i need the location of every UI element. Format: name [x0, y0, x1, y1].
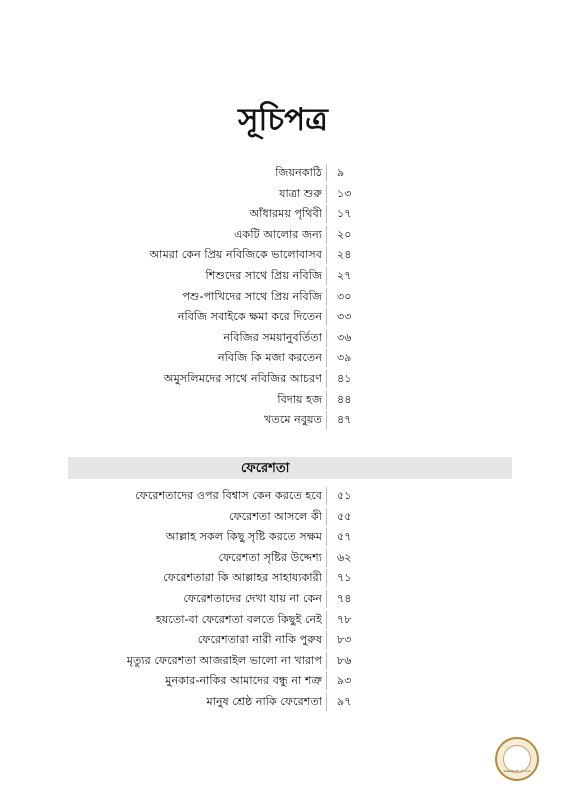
toc-entry	[0, 609, 566, 630]
toc-entry-title: আমরা কেন প্রিয় নবিজিকে ভালোবাসব	[149, 248, 322, 262]
toc-entry-title: আল্লাহ সকল কিছু সৃষ্টি করতে সক্ষম	[165, 530, 322, 544]
toc-entry	[0, 306, 566, 327]
toc-entry-title: অমুসলিমদের সাথে নবিজির আচরণ	[163, 372, 322, 385]
toc-entry-title: ফেরেশতাদের দেখা যায় না কেন	[183, 592, 322, 605]
toc-entry-page: ২৪	[337, 248, 352, 262]
toc-entry-title: খতমে নবুয়ত	[264, 413, 322, 427]
toc-entry	[0, 286, 566, 307]
toc-separator	[326, 528, 327, 546]
toc-entry-title: শিশুদের সাথে প্রিয় নবিজি	[205, 269, 322, 282]
toc-separator	[326, 590, 327, 608]
toc-entry-title: নবিজি কি মজা করতেন	[217, 351, 322, 365]
toc-entry-page: ৪১	[337, 372, 352, 385]
toc-entry-title: ফেরেশতা সৃষ্টির উদ্দেশ্য	[218, 550, 322, 564]
toc-entry	[0, 224, 566, 245]
toc-entry	[0, 526, 566, 547]
toc-entry	[0, 588, 566, 609]
toc-entry	[0, 389, 566, 410]
toc-separator	[326, 487, 327, 505]
toc-entry-title: নবিজি সবাইকে ক্ষমা করে দিতেন	[177, 310, 322, 324]
toc-entry-page: ৯৩	[337, 674, 352, 688]
toc-separator	[326, 164, 327, 182]
toc-entry-page: ৫৫	[337, 509, 352, 523]
toc-entry-title: একটি আলোর জন্য	[234, 227, 322, 241]
toc-entry-page: ৮৬	[337, 653, 352, 667]
toc-entry	[0, 183, 566, 204]
toc-entry	[0, 506, 566, 527]
seal-text: www.BoiBuzz.com	[503, 769, 531, 773]
toc-entry	[0, 162, 566, 183]
toc-separator	[326, 569, 327, 587]
toc-entry-page: ৮৩	[337, 633, 352, 647]
toc-entry	[0, 650, 566, 671]
toc-separator	[326, 349, 327, 367]
toc-entry-title: পশু-পাখিদের সাথে প্রিয় নবিজি	[182, 289, 322, 303]
toc-entry-title: নবিজির সময়ানুবর্তিতা	[223, 330, 322, 344]
toc-separator	[326, 411, 327, 429]
toc-separator	[326, 329, 327, 347]
toc-entry-page: ৪৪	[337, 392, 352, 406]
toc-entry-page: ৭১	[337, 571, 352, 585]
toc-separator	[326, 611, 327, 629]
toc-entry-title: বিদায় হজ	[277, 392, 322, 406]
toc-entry	[0, 265, 566, 286]
toc-entry-page: ৯৭	[337, 695, 352, 708]
toc-entry-title: ফেরেশতা আসলে কী	[228, 509, 322, 523]
toc-entry	[0, 567, 566, 588]
section-heading: ফেরেশতা	[241, 461, 290, 476]
toc-entry-page: ৪৭	[337, 413, 352, 427]
toc-entry	[0, 347, 566, 368]
toc-entry-page: ৯	[337, 166, 345, 179]
toc-entry-page: ৬২	[337, 550, 352, 564]
toc-separator	[326, 549, 327, 567]
toc-separator	[326, 508, 327, 526]
toc-separator	[326, 672, 327, 690]
toc-separator	[326, 370, 327, 388]
toc-entry-title: মানুষ শ্রেষ্ঠ নাকি ফেরেশতা	[206, 695, 322, 708]
toc-separator	[326, 652, 327, 670]
toc-separator	[326, 205, 327, 223]
toc-entry	[0, 409, 566, 430]
toc-entry-page: ১৩	[337, 186, 352, 200]
toc-entry-page: ৭৮	[337, 612, 352, 626]
toc-entry	[0, 629, 566, 650]
toc-separator	[326, 185, 327, 203]
toc-entry	[0, 670, 566, 691]
toc-entry	[0, 327, 566, 348]
toc-entry	[0, 485, 566, 506]
toc-entry-page: ৭৪	[337, 592, 352, 605]
toc-entry-title: ফেরেশতারা কি আল্লাহর সাহায্যকারী	[163, 571, 322, 585]
publisher-seal-icon	[495, 737, 539, 781]
toc-entry-page: ৩০	[337, 289, 352, 303]
toc-entry-title: আঁধারময় পৃথিবী	[249, 207, 322, 221]
toc-separator	[326, 288, 327, 306]
toc-entry	[0, 368, 566, 389]
toc-entry	[0, 691, 566, 712]
toc-entry-title: হয়তো-বা ফেরেশতা বলতে কিছুই নেই	[155, 612, 322, 626]
toc-entry	[0, 244, 566, 265]
page-title: সূচিপত্র	[238, 102, 328, 138]
toc-entry-page: ২৭	[337, 269, 352, 282]
toc-entry-page: ৩৬	[337, 330, 352, 344]
toc-entry-page: ৩৯	[337, 351, 352, 365]
toc-entry-title: ফেরেশতাদের ওপর বিশ্বাস কেন করতে হবে	[135, 489, 322, 502]
toc-entry-title: মুনকার-নাকির আমাদের বন্ধু না শত্রু	[165, 674, 322, 688]
toc-entry	[0, 203, 566, 224]
toc-separator	[326, 631, 327, 649]
toc-entry-page: ১৭	[337, 207, 352, 221]
toc-entry-title: ফেরেশতারা নারী নাকি পুরুষ	[197, 633, 322, 647]
toc-separator	[326, 226, 327, 244]
toc-entry	[0, 547, 566, 568]
toc-separator	[326, 308, 327, 326]
toc-separator	[326, 246, 327, 264]
section-heading-bar	[68, 457, 512, 479]
toc-separator	[326, 391, 327, 409]
toc-entry-title: মৃত্যুর ফেরেশতা আজরাইল ভালো না খারাপ	[126, 653, 322, 667]
toc-entry-title: যাত্রা শুরু	[279, 186, 322, 200]
toc-separator	[326, 267, 327, 285]
toc-entry-page: ২০	[337, 227, 352, 241]
toc-separator	[326, 693, 327, 711]
toc-entry-title: জিয়নকাঠি	[275, 166, 322, 179]
toc-entry-page: ৫৭	[337, 530, 352, 544]
toc-entry-page: ৩৩	[337, 310, 352, 324]
toc-entry-page: ৫১	[337, 489, 352, 502]
